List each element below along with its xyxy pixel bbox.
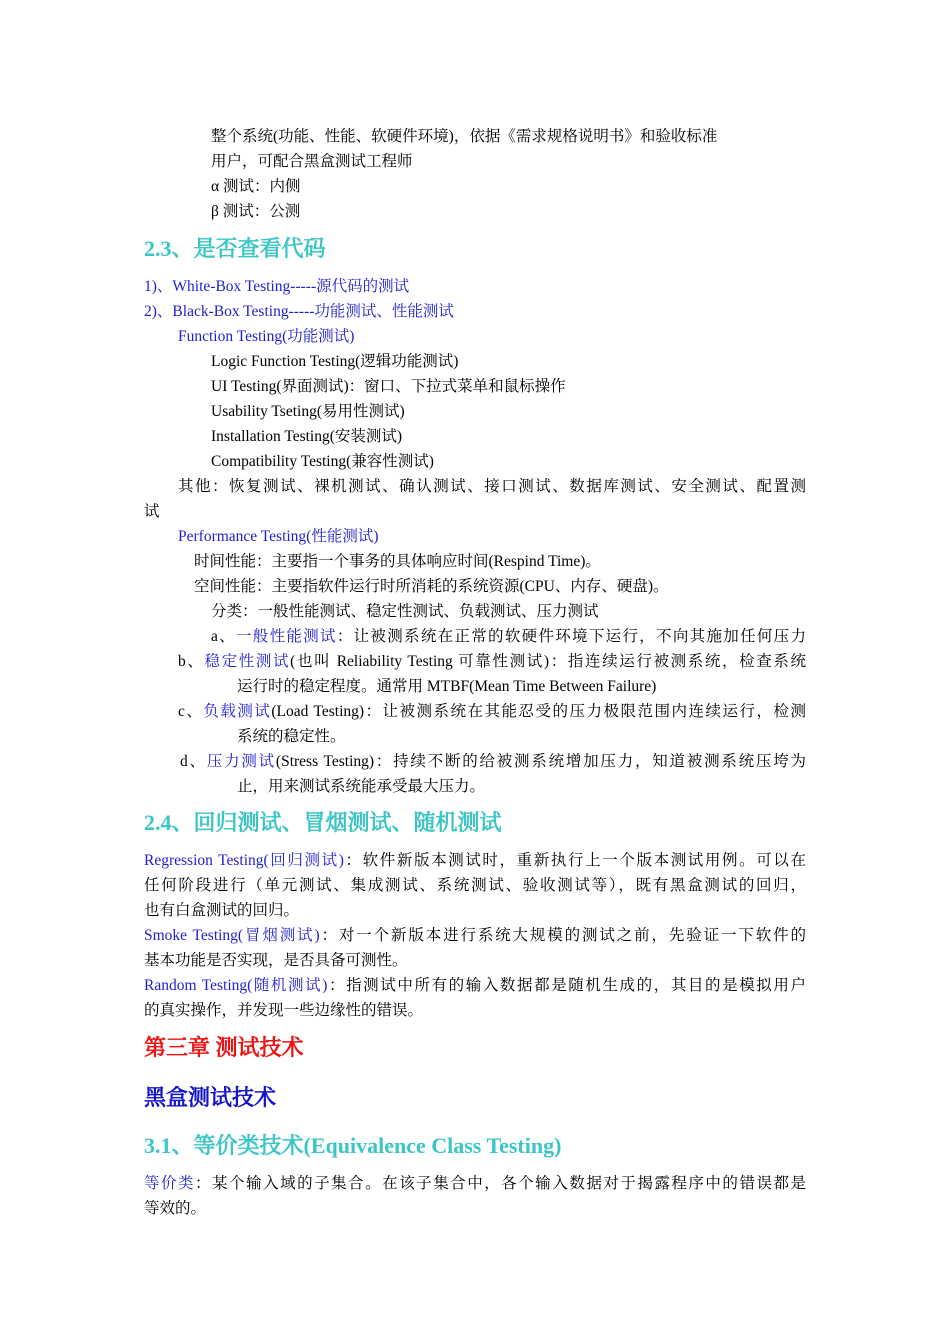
paragraph-line: 整个系统(功能、性能、软硬件环境)，依据《需求规格说明书》和验收标准 xyxy=(211,128,718,145)
list-item: Logic Function Testing(逻辑功能测试) xyxy=(211,353,459,370)
paragraph-line: 试 xyxy=(144,503,160,520)
paragraph-line: 用户，可配合黑盒测试工程师 xyxy=(211,153,413,170)
section-heading-2-4: 2.4、回归测试、冒烟测试、随机测试 xyxy=(144,810,502,835)
paragraph-line: α 测试：内侧 xyxy=(211,178,301,195)
paragraph-line: Smoke Testing(冒烟测试)：对一个新版本进行系统大规模的测试之前，先验证一下软件的 xyxy=(144,927,806,944)
list-item: a、一般性能测试：让被测系统在正常的软硬件环境下运行，不向其施加任何压力 xyxy=(211,628,806,645)
paragraph-line: 任何阶段进行（单元测试、集成测试、系统测试、验收测试等），既有黑盒测试的回归， xyxy=(144,877,806,894)
paragraph-line: Random Testing(随机测试)：指测试中所有的输入数据都是随机生成的，其目的是模拟用户 xyxy=(144,977,806,994)
section-heading-3-1: 3.1、等价类技术(Equivalence Class Testing) xyxy=(144,1133,562,1158)
list-item: 1)、White-Box Testing-----源代码的测试 xyxy=(144,278,410,295)
paragraph-line: 分类：一般性能测试、稳定性测试、负载测试、压力测试 xyxy=(211,603,599,620)
paragraph-line: Regression Testing(回归测试)：软件新版本测试时，重新执行上一个版本测试用例。可以在 xyxy=(144,852,806,869)
paragraph-line: 系统的稳定性。 xyxy=(237,728,346,745)
paragraph-line: 的真实操作，并发现一些边缘性的错误。 xyxy=(144,1002,424,1019)
paragraph-line: 运行时的稳定程度。通常用 MTBF(Mean Time Between Failure) xyxy=(237,678,657,695)
list-item: Compatibility Testing(兼容性测试) xyxy=(211,453,434,470)
paragraph-line: 等价类：某个输入域的子集合。在该子集合中，各个输入数据对于揭露程序中的错误都是 xyxy=(144,1175,806,1192)
paragraph-line: 止，用来测试系统能承受最大压力。 xyxy=(237,778,486,795)
paragraph-line: 也有白盒测试的回归。 xyxy=(144,902,300,919)
paragraph-line: β 测试：公测 xyxy=(211,203,301,220)
paragraph-line: 基本功能是否实现，是否具备可测性。 xyxy=(144,952,408,969)
performance-testing-heading: Performance Testing(性能测试) xyxy=(178,528,379,545)
function-testing-heading: Function Testing(功能测试) xyxy=(178,328,355,345)
section-heading-2-3: 2.3、是否查看代码 xyxy=(144,236,326,261)
list-item: 2)、Black-Box Testing-----功能测试、性能测试 xyxy=(144,303,454,320)
list-item: Usability Tseting(易用性测试) xyxy=(211,403,405,420)
chapter-subtitle: 黑盒测试技术 xyxy=(144,1085,277,1110)
paragraph-line: 其他：恢复测试、裸机测试、确认测试、接口测试、数据库测试、安全测试、配置测 xyxy=(178,478,806,495)
list-item: c、负载测试(Load Testing)：让被测系统在其能忍受的压力极限范围内连续运行，检测 xyxy=(178,703,806,720)
paragraph-line: 时间性能：主要指一个事务的具体响应时间(Respind Time)。 xyxy=(194,553,601,570)
list-item: b、稳定性测试(也叫 Reliability Testing 可靠性测试)：指连续运行被测系统，检查系统 xyxy=(178,653,806,670)
paragraph-line: 等效的。 xyxy=(144,1200,207,1217)
list-item: UI Testing(界面测试)：窗口、下拉式菜单和鼠标操作 xyxy=(211,378,566,395)
list-item: Installation Testing(安装测试) xyxy=(211,428,403,445)
list-item: d、压力测试(Stress Testing)：持续不断的给被测系统增加压力，知道被测系统压垮为 xyxy=(180,753,806,770)
chapter-title: 第三章 测试技术 xyxy=(144,1035,304,1060)
paragraph-line: 空间性能：主要指软件运行时所消耗的系统资源(CPU、内存、硬盘)。 xyxy=(194,578,669,595)
